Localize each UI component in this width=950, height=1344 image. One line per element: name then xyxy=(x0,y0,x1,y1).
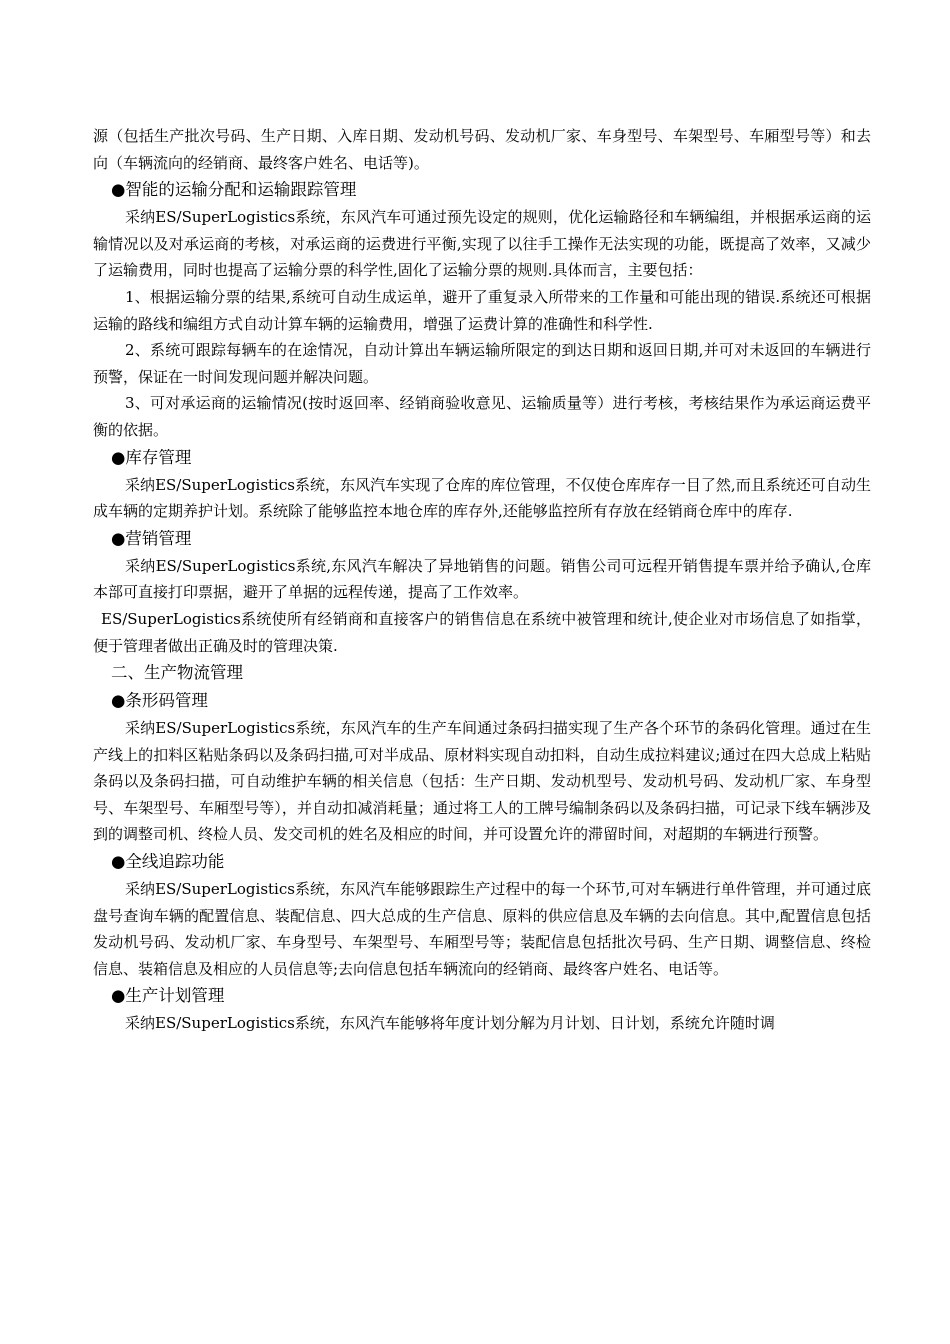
heading-barcode-management: ●条形码管理 xyxy=(111,691,208,711)
paragraph-marketing-2: ES/SuperLogistics系统使所有经销商和直接客户的销售信息在系统中被管理和统计,使企业对市场信息了如指掌，便于管理者做出正确及时的管理决策. xyxy=(93,609,871,655)
heading-full-tracking: ●全线追踪功能 xyxy=(111,852,225,872)
heading-transport-management: ●智能的运输分配和运输跟踪管理 xyxy=(111,180,357,200)
paragraph-barcode: 采纳ES/SuperLogistics系统，东风汽车的生产车间通过条码扫描实现了生产各个环节的条码化管理。通过在生产线上的扣料区粘贴条码以及条码扫描,可对半成品、原材料实现自动扣料，自动生成拉料建议;通过在四大总成上粘贴条码以及条码扫描，可自动维护车辆的相关信息（包括：生产日期、发动机型号、发动机号码、发动机厂家、车身型号、车架型号、车厢型号等），并自动扣减消耗量；通过将工人的工牌号编制条码以及条码扫描，可记录下线车辆涉及到的调整司机、终检人员、发交司机的姓名及相应的时间，并可设置允许的滞留时间，对超期的车辆进行预警。 xyxy=(93,719,871,844)
paragraph-transport-item-2: 2、系统可跟踪每辆车的在途情况，自动计算出车辆运输所限定的到达日期和返回日期,并可对未返回的车辆进行预警，保证在一时间发现问题并解决问题。 xyxy=(93,341,871,386)
heading-marketing-management: ●营销管理 xyxy=(111,528,192,548)
paragraph-inventory: 采纳ES/SuperLogistics系统，东风汽车实现了仓库的库位管理，不仅使仓库库存一目了然,而且系统还可自动生成车辆的定期养护计划。系统除了能够监控本地仓库的库存外,还能够监控所有存放在经销商仓库中的库存. xyxy=(93,475,871,521)
paragraph-marketing-1: 采纳ES/SuperLogistics系统,东风汽车解决了异地销售的问题。销售公司可远程开销售提车票并给予确认,仓库本部可直接打印票据，避开了单据的远程传递，提高了工作效率。 xyxy=(93,556,871,602)
heading-production-logistics: 二、生产物流管理 xyxy=(111,663,243,683)
paragraph-transport-item-1: 1、根据运输分票的结果,系统可自动生成运单，避开了重复录入所带来的工作量和可能出现的错误.系统还可根据运输的路线和编组方式自动计算车辆的运输费用，增强了运费计算的准确性和科学性. xyxy=(93,287,871,333)
heading-inventory-management: ●库存管理 xyxy=(111,447,192,467)
heading-production-planning: ●生产计划管理 xyxy=(111,986,225,1006)
paragraph-full-tracking: 采纳ES/SuperLogistics系统，东风汽车能够跟踪生产过程中的每一个环节,可对车辆进行单件管理，并可通过底盘号查询车辆的配置信息、装配信息、四大总成的生产信息、原料的供应信息及车辆的去向信息。其中,配置信息包括发动机号码、发动机厂家、车身型号、车架型号、车厢型号等；装配信息包括批次号码、生产日期、调整信息、终检信息、装箱信息及相应的人员信息等;去向信息包括车辆流向的经销商、最终客户姓名、电话等。 xyxy=(93,880,871,978)
document-body xyxy=(93,123,871,1037)
paragraph-transport-item-3: 3、可对承运商的运输情况(按时返回率、经销商验收意见、运输质量等）进行考核，考核结果作为承运商运费平衡的依据。 xyxy=(93,394,871,439)
paragraph-source-info: 源（包括生产批次号码、生产日期、入库日期、发动机号码、发动机厂家、车身型号、车架型号、车厢型号等）和去向（车辆流向的经销商、最终客户姓名、电话等)。 xyxy=(93,127,871,172)
paragraph-production-planning: 采纳ES/SuperLogistics系统，东风汽车能够将年度计划分解为月计划、日计划，系统允许随时调 xyxy=(125,1014,775,1033)
paragraph-transport-intro: 采纳ES/SuperLogistics系统，东风汽车可通过预先设定的规则，优化运输路径和车辆编组，并根据承运商的运输情况以及对承运商的考核，对承运商的运费进行平衡,实现了以往手工操作无法实现的功能，既提高了效率，又减少了运输费用，同时也提高了运输分票的科学性,固化了运输分票的规则.具体而言，主要包括： xyxy=(93,208,871,280)
